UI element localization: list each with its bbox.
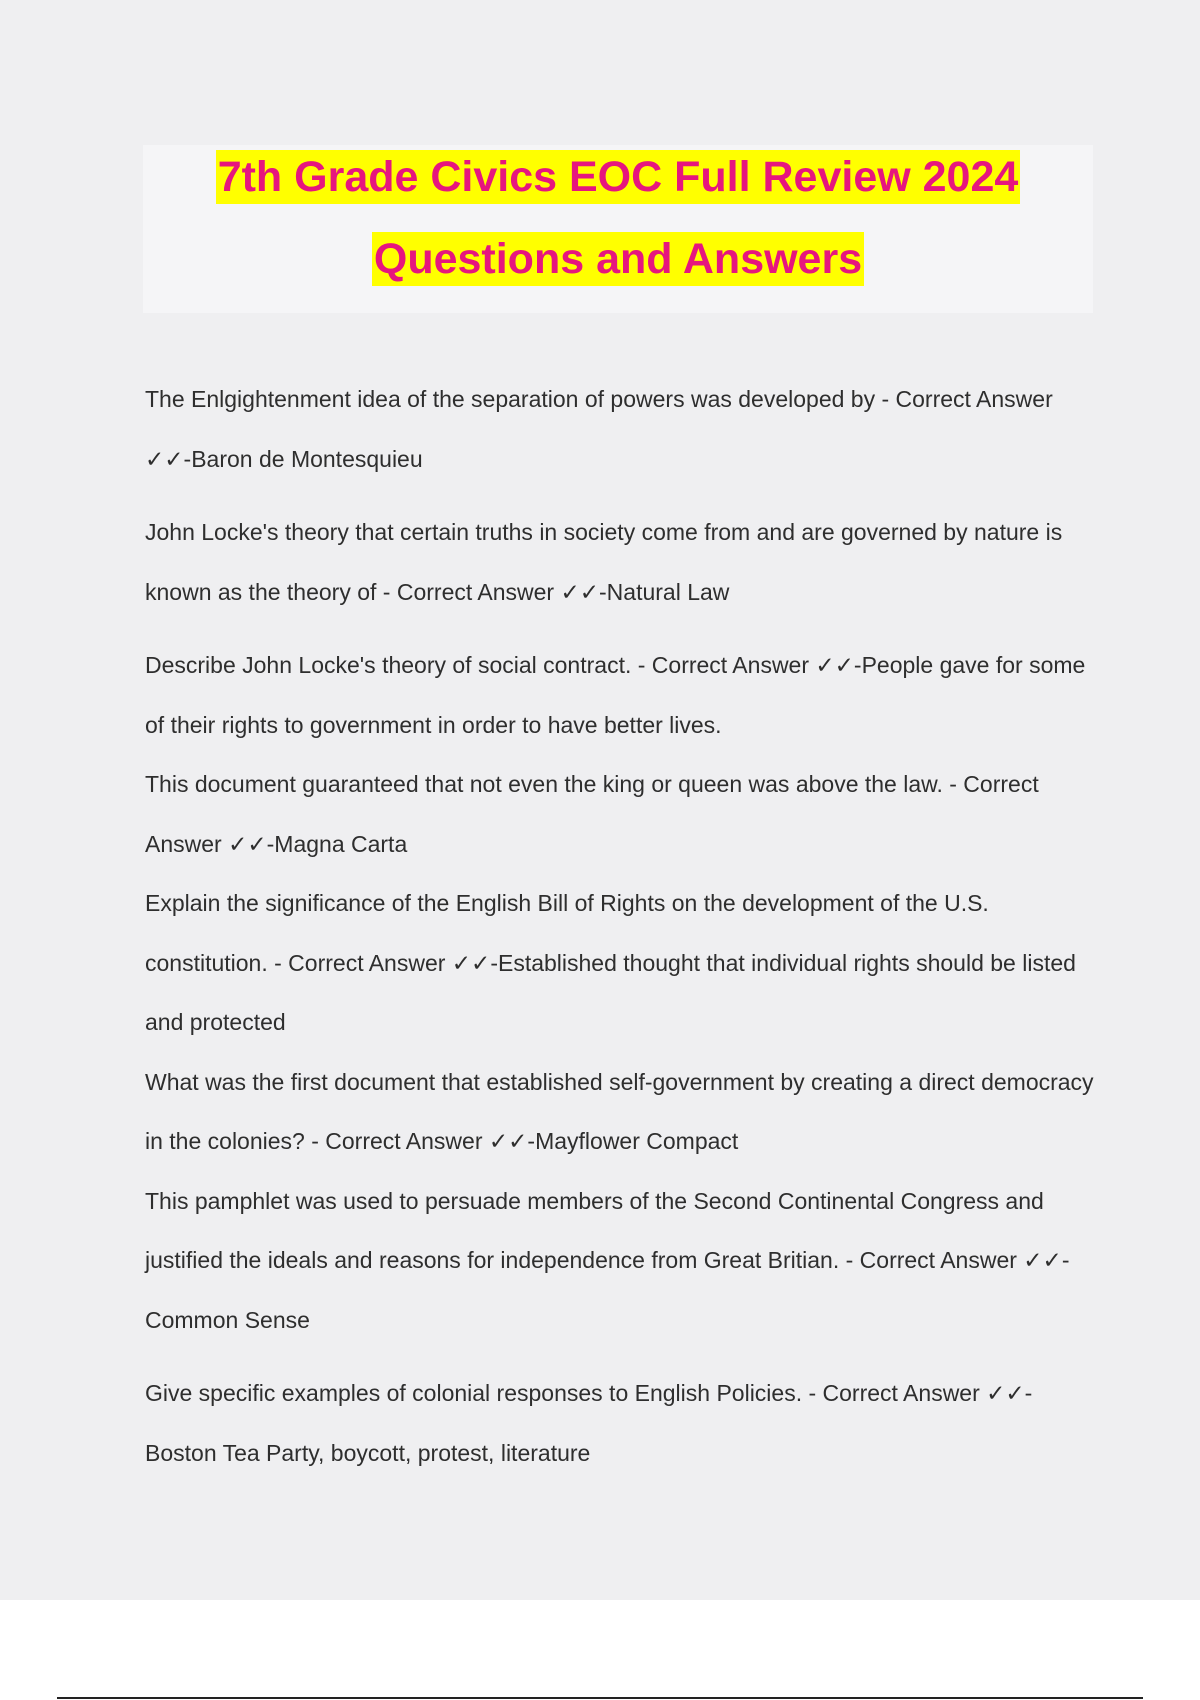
qa-list (145, 370, 1095, 1497)
qa-item: John Locke's theory that certain truths in society come from and are governed by nature is known as the theory of - Correct Answer ✓✓-Natural Law (145, 519, 1063, 605)
qa-item: The Enlgightenment idea of the separation of powers was developed by - Correct Answer ✓✓-Baron de Montesquieu (145, 386, 1053, 472)
qa-item: This pamphlet was used to persuade members of the Second Continental Congress and justified the ideals and reasons for independence from Great Britian. - Correct Answer ✓✓-Common Sense (145, 1187, 1070, 1333)
document-title-line-1: 7th Grade Civics EOC Full Review 2024 (216, 150, 1021, 204)
qa-item: Give specific examples of colonial responses to English Policies. - Correct Answer ✓✓-Boston Tea Party, boycott, protest, literature (145, 1380, 1033, 1466)
qa-item: What was the first document that established self-government by creating a direct democracy in the colonies? - Correct Answer ✓✓-Mayflower Compact (145, 1068, 1094, 1154)
footer-divider (57, 1697, 1143, 1699)
qa-item: Explain the significance of the English Bill of Rights on the development of the U.S. constitution. - Correct Answer ✓✓-Established thought that individual rights should be listed and protected (145, 890, 1076, 1035)
qa-item: Describe John Locke's theory of social contract. - Correct Answer ✓✓-People gave for some of their rights to government in order to have better lives. (145, 652, 1086, 738)
qa-item: This document guaranteed that not even the king or queen was above the law. - Correct Answer ✓✓-Magna Carta (145, 771, 1039, 857)
title-block (143, 145, 1093, 313)
document-title-line-2: Questions and Answers (372, 232, 864, 286)
